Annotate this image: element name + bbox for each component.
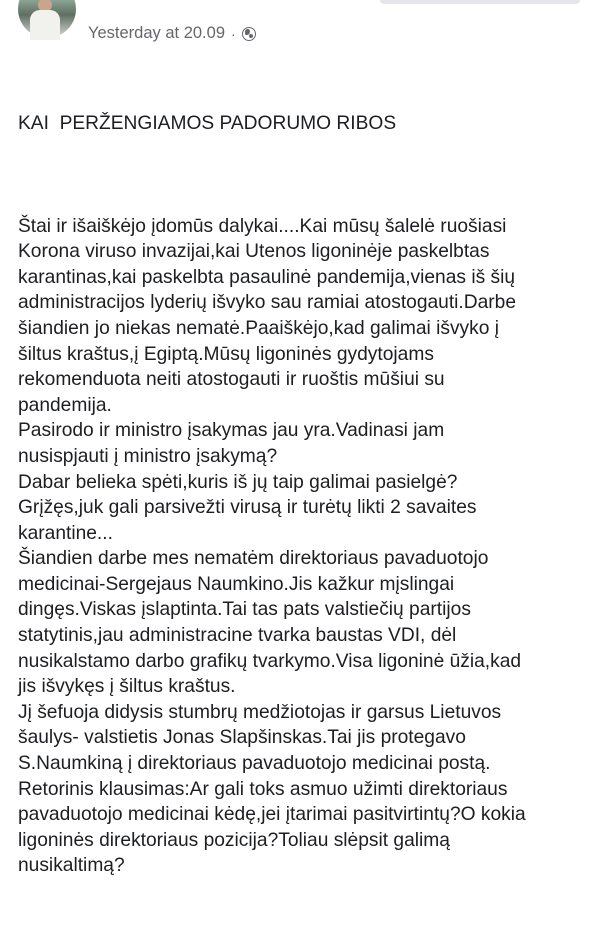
post-text-line: rekomenduota neiti atostogauti ir ruoštis mūšiui su	[18, 369, 445, 391]
post-text-line: šiltus kraštus,į Egiptą.Mūsų ligoninės gydytojams	[18, 343, 434, 365]
post-lines	[18, 214, 598, 879]
post-text-line: pavaduotojo medicinai kėdę,jei įtarimai pasitvirtintų?O kokia	[18, 804, 526, 826]
post-text-line: pandemija.	[18, 394, 112, 416]
post-text-line: Jį šefuoja didysis stumbrų medžiotojas ir garsus Lietuvos	[18, 701, 502, 723]
post-text-line: administracijos lyderių išvyko sau ramiai atostogauti.Darbe	[18, 292, 517, 314]
post-text-line: Korona viruso invazijai,kai Utenos ligoninėje paskelbtas	[18, 241, 490, 263]
post-text-line: nusikalstamo darbo grafikų tvarkymo.Visa ligoninė ūžia,kad	[18, 650, 522, 672]
post-body	[18, 60, 598, 930]
avatar[interactable]	[18, 0, 76, 38]
post-timestamp[interactable]: Yesterday at 20.09	[88, 24, 225, 42]
post-text-line: Šiandien darbe mes nematėm direktoriaus pavaduotojo	[18, 548, 489, 570]
post-text-line: jis išvykęs į šiltus kraštus.	[18, 676, 236, 698]
post-text-line: Pasirodo ir ministro įsakymas jau yra.Vadinasi jam	[18, 420, 445, 442]
post-text-line: Štai ir išaiškėjo įdomūs dalykai....Kai mūsų šalelė ruošiasi	[18, 215, 507, 237]
post-text-line: Grįžęs,juk gali parsivežti virusą ir turėtų likti 2 savaites	[18, 497, 477, 519]
avatar-body	[30, 10, 60, 40]
post-text-line: S.Naumkiną į direktoriaus pavaduotojo medicinai postą.	[18, 753, 491, 775]
post-text-line: karantine...	[18, 522, 113, 544]
meta-separator: ·	[231, 25, 236, 42]
post-text-line: šaulys- valstietis Jonas Slapšinskas.Tai jis protegavo	[18, 727, 466, 749]
globe-icon[interactable]	[242, 27, 256, 41]
post-text-line: karantinas,kai paskelbta pasaulinė pandemija,vienas iš šių	[18, 266, 516, 288]
post-text-line: medicinai-Sergejaus Naumkino.Jis kažkur mįslingai	[18, 573, 455, 595]
post-text-line: nusikaltimą?	[18, 855, 125, 877]
post-header	[18, 0, 578, 56]
post-text-line: Retorinis klausimas:Ar gali toks asmuo užimti direktoriaus	[18, 778, 508, 800]
post-text-line: Dabar belieka spėti,kuris iš jų taip galimai pasielgė?	[18, 471, 458, 493]
post-text-line: statytinis,jau administracine tvarka baustas VDI, dėl	[18, 625, 457, 647]
post-title: KAI PERŽENGIAMOS PADORUMO RIBOS	[18, 113, 397, 135]
post-text-line: ligoninės direktoriaus pozicija?Toliau slėpsit galimą	[18, 829, 450, 851]
post-text-line: nusispjauti į ministro įsakymą?	[18, 445, 278, 467]
post-text-line: dingęs.Viskas įslaptinta.Tai tas pats valstiečių partijos	[18, 599, 471, 621]
post-text-line: šiandien jo niekas nematė.Paaiškėjo,kad galimai išvyko į	[18, 317, 500, 339]
post-meta	[88, 24, 256, 43]
